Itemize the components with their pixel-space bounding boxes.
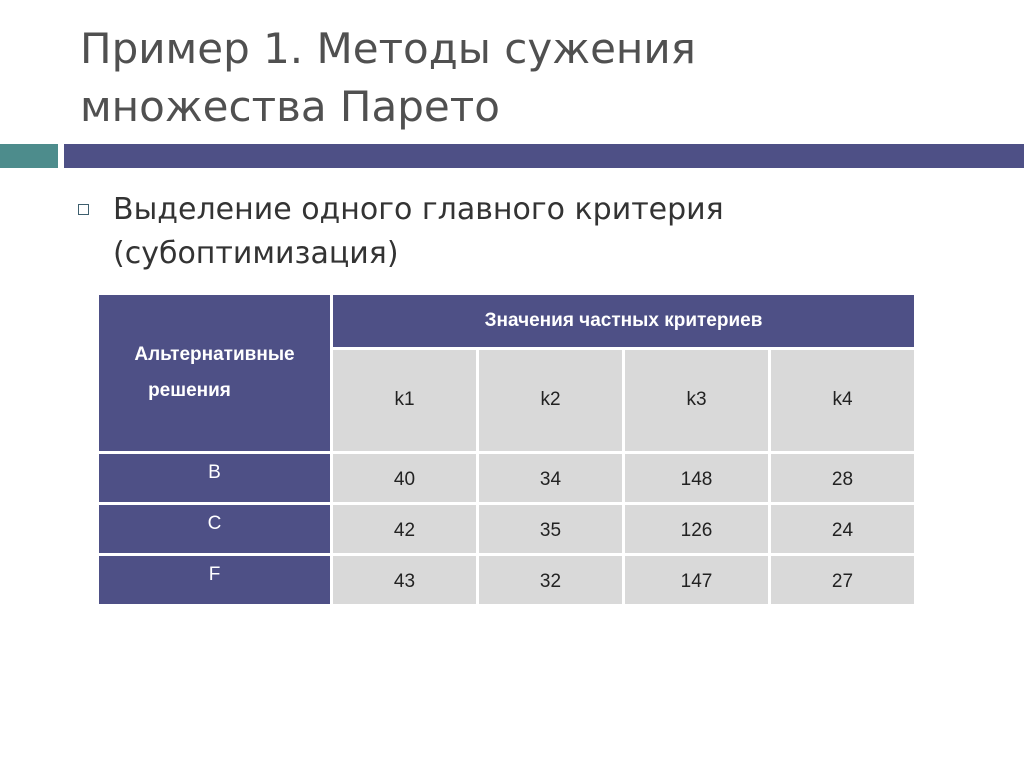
square-bullet-icon xyxy=(78,204,89,215)
table-cell: 42 xyxy=(333,505,476,553)
table-cell: 147 xyxy=(625,556,768,604)
table-cell: 24 xyxy=(771,505,914,553)
criterion-header-k3: k3 xyxy=(625,350,768,451)
table-cell: 40 xyxy=(333,454,476,502)
table-cell: 126 xyxy=(625,505,768,553)
slide-title-line2: множества Парето xyxy=(80,82,500,131)
criterion-header-k4: k4 xyxy=(771,350,914,451)
accent-bar-teal xyxy=(0,144,58,168)
alternatives-header xyxy=(99,295,330,451)
row-label: B xyxy=(99,454,330,502)
table-cell: 148 xyxy=(625,454,768,502)
slide-title xyxy=(80,20,1000,136)
table-cell: 32 xyxy=(479,556,622,604)
row-label: F xyxy=(99,556,330,604)
criteria-table xyxy=(96,292,917,607)
alternatives-header-line1: Альтернативные xyxy=(134,344,295,365)
table-cell: 27 xyxy=(771,556,914,604)
table-cell: 28 xyxy=(771,454,914,502)
criterion-header-k1: k1 xyxy=(333,350,476,451)
bullet-text xyxy=(113,188,973,276)
table-row xyxy=(99,556,914,604)
table-header-row xyxy=(99,295,914,347)
bullet-text-line1: Выделение одного главного критерия xyxy=(113,192,724,227)
table-cell: 43 xyxy=(333,556,476,604)
table-row xyxy=(99,454,914,502)
table-cell: 34 xyxy=(479,454,622,502)
table-row xyxy=(99,505,914,553)
criterion-header-k2: k2 xyxy=(479,350,622,451)
alternatives-header-line2: решения xyxy=(148,380,231,401)
slide-title-line1: Пример 1. Методы сужения xyxy=(80,24,696,73)
accent-bar-blue xyxy=(64,144,1024,168)
bullet-text-line2: (субоптимизация) xyxy=(113,236,399,271)
table-cell: 35 xyxy=(479,505,622,553)
criteria-values-header: Значения частных критериев xyxy=(333,295,914,347)
row-label: C xyxy=(99,505,330,553)
